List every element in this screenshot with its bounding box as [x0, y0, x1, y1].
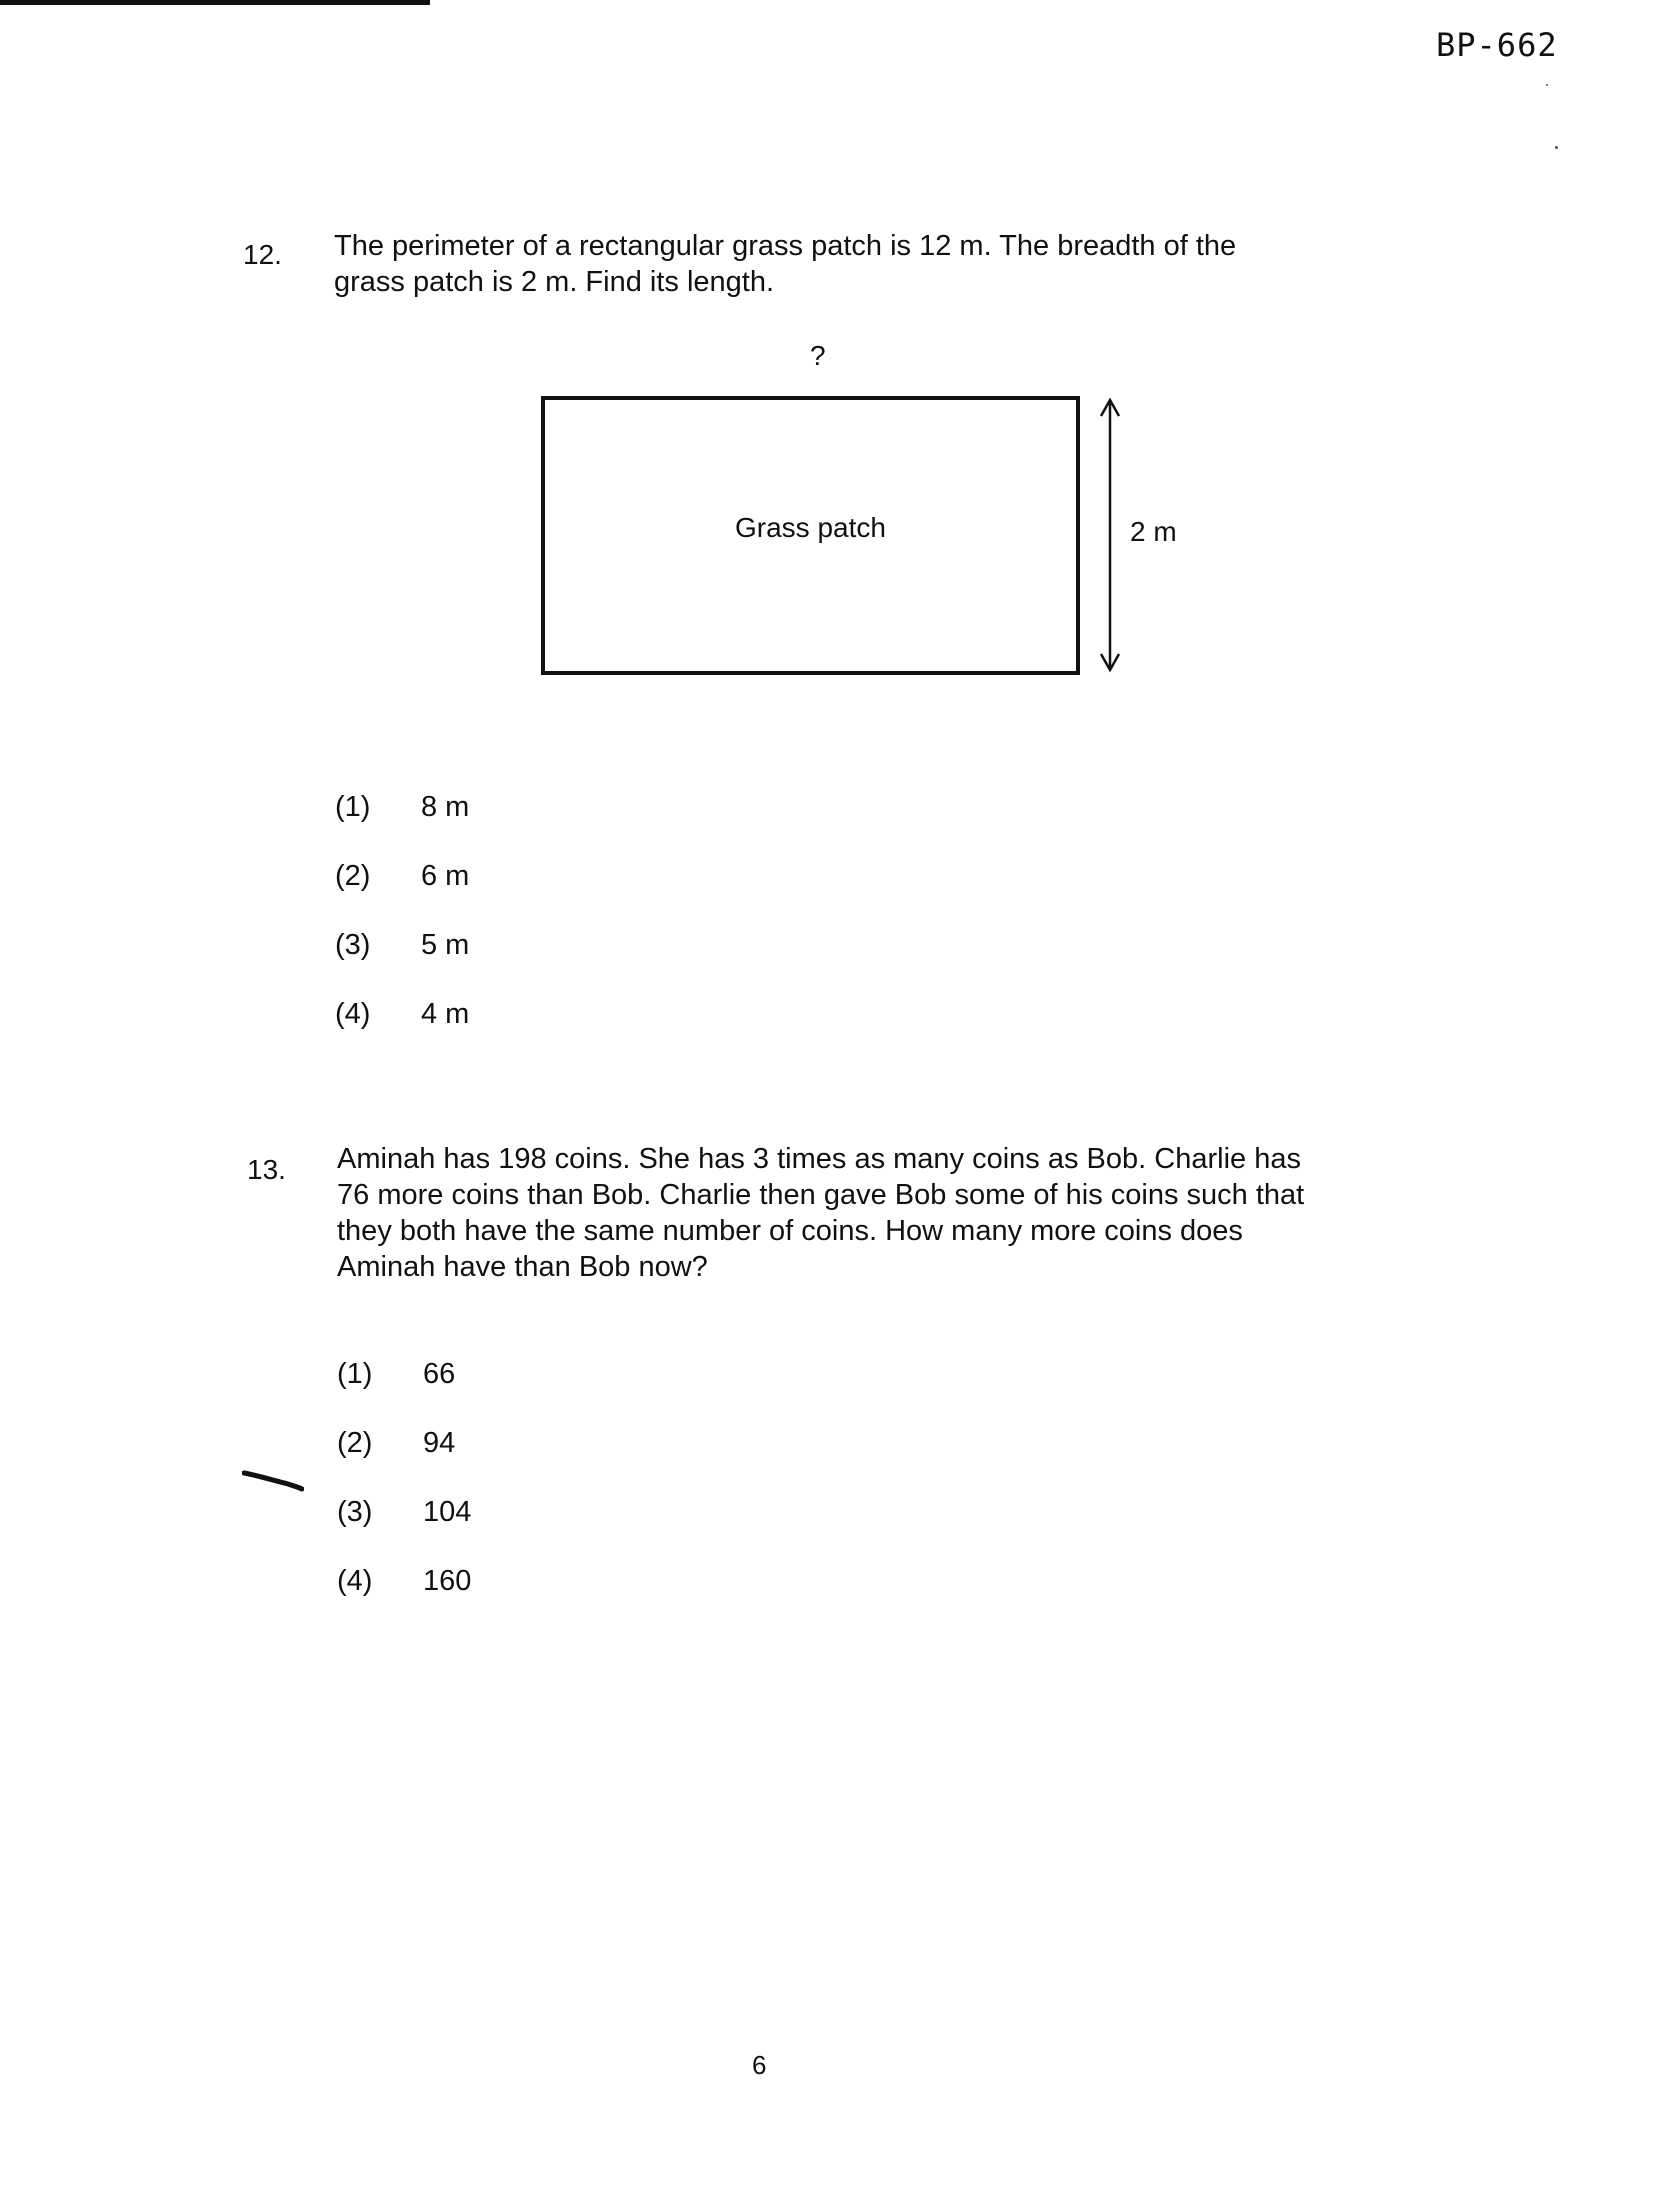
question-12-options [335, 790, 735, 1066]
option-value: 66 [423, 1358, 456, 1390]
top-rule [0, 0, 430, 5]
question-13-text: Aminah has 198 coins. She has 3 times as many coins as Bob. Charlie has 76 more coins than Bob. Charlie then gave Bob some of his coins such that they both have the same number of coins. How many more coins does Aminah have than Bob now? [337, 1143, 1305, 1283]
option-value: 4 m [421, 998, 470, 1030]
option-item [335, 928, 735, 997]
option-value: 5 m [421, 929, 470, 961]
option-value: 8 m [421, 791, 470, 823]
option-value: 6 m [421, 860, 470, 892]
option-value: 160 [423, 1565, 472, 1597]
page-number: 6 [752, 2050, 767, 2080]
option-item [335, 790, 735, 859]
option-value: 94 [423, 1427, 456, 1459]
length-unknown-label: ? [810, 340, 826, 371]
option-number: (4) [335, 998, 371, 1030]
option-item [337, 1495, 737, 1564]
option-item [337, 1357, 737, 1426]
option-item [335, 997, 735, 1066]
question-12-number: 12. [243, 239, 282, 270]
option-number: (3) [337, 1496, 373, 1528]
breadth-label: 2 m [1130, 516, 1177, 547]
option-number: (2) [337, 1427, 373, 1459]
option-item [337, 1426, 737, 1495]
question-13-number: 13. [247, 1154, 286, 1185]
question-12-text: The perimeter of a rectangular grass patch is 12 m. The breadth of the grass patch is 2 m. Find its length. [334, 230, 1237, 298]
grass-patch-diagram [510, 330, 1230, 700]
option-value: 104 [423, 1496, 472, 1528]
option-number: (2) [335, 860, 371, 892]
option-item [335, 859, 735, 928]
option-item [337, 1564, 737, 1633]
option-number: (4) [337, 1565, 373, 1597]
question-13-options [337, 1357, 737, 1633]
scan-speck [1546, 84, 1548, 86]
option-number: (3) [335, 929, 371, 961]
pen-tick-mark [242, 1468, 304, 1494]
grass-patch-label: Grass patch [735, 512, 886, 543]
paper-code: BP-662 [1436, 26, 1558, 64]
option-number: (1) [337, 1358, 373, 1390]
scan-speck [1555, 146, 1558, 149]
option-number: (1) [335, 791, 371, 823]
